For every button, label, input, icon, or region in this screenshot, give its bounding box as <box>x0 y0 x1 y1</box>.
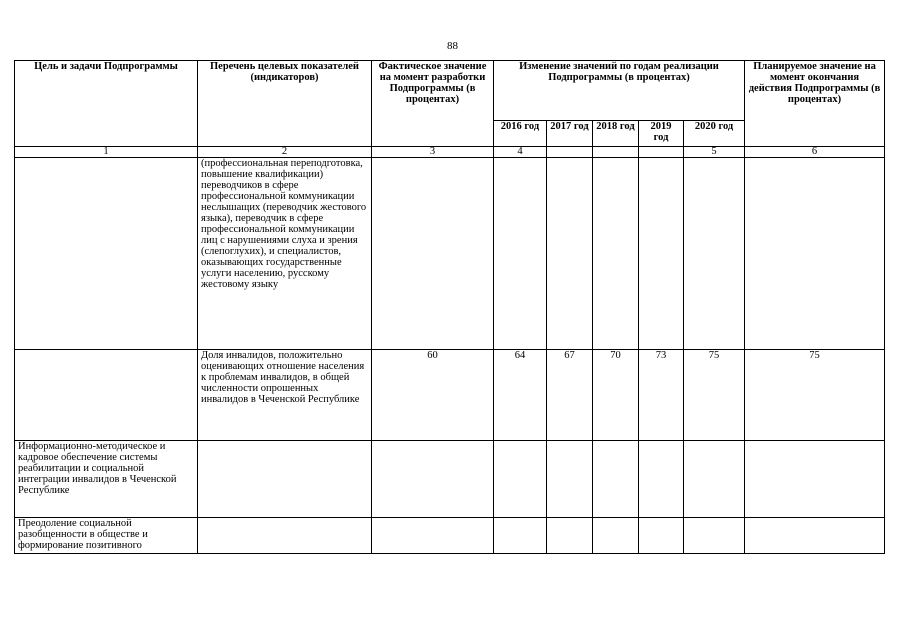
actual-value-cell <box>372 441 494 518</box>
header-planned-value: Планируемое значение на момент окончания действия Подпрограммы (в процентах) <box>745 61 885 147</box>
year-value-cell <box>494 158 547 350</box>
year-value-cell <box>593 158 639 350</box>
year-value-cell <box>593 441 639 518</box>
goal-cell: Преодоление социальной разобщенности в обществе и формирование позитивного <box>15 518 198 554</box>
goal-cell <box>15 158 198 350</box>
year-value-cell: 64 <box>494 350 547 441</box>
planned-value-cell <box>745 441 885 518</box>
actual-value-cell <box>372 518 494 554</box>
column-number: 2 <box>198 147 372 158</box>
year-value-cell: 75 <box>684 350 745 441</box>
header-year: 2019 год <box>639 121 684 147</box>
header-goal: Цель и задачи Подпрограммы <box>15 61 198 147</box>
year-value-cell <box>547 158 593 350</box>
header-change-by-years: Изменение значений по годам реализации Подпрограммы (в процентах) <box>494 61 745 121</box>
year-value-cell: 67 <box>547 350 593 441</box>
year-value-cell <box>639 441 684 518</box>
column-number: 4 <box>494 147 547 158</box>
actual-value-cell: 60 <box>372 350 494 441</box>
indicator-cell: Доля инвалидов, положительно оценивающих отношение населения к проблемам инвалидов, в общей численности опрошенных инвалидов в Чеченской Республике <box>198 350 372 441</box>
column-number-empty <box>639 147 684 158</box>
indicator-cell <box>198 441 372 518</box>
column-number-empty <box>593 147 639 158</box>
header-actual-value: Фактическое значение на момент разработки Подпрограммы (в процентах) <box>372 61 494 147</box>
table-row <box>15 441 885 518</box>
year-value-cell: 70 <box>593 350 639 441</box>
actual-value-cell <box>372 158 494 350</box>
header-indicators: Перечень целевых показателей (индикаторов) <box>198 61 372 147</box>
header-year: 2016 год <box>494 121 547 147</box>
year-value-cell <box>547 441 593 518</box>
page-number: 88 <box>447 40 458 52</box>
year-value-cell <box>494 518 547 554</box>
goal-cell <box>15 350 198 441</box>
planned-value-cell <box>745 158 885 350</box>
year-value-cell <box>494 441 547 518</box>
header-row <box>15 61 885 121</box>
year-value-cell <box>684 158 745 350</box>
header-year: 2020 год <box>684 121 745 147</box>
year-value-cell <box>639 158 684 350</box>
header-year: 2017 год <box>547 121 593 147</box>
year-value-cell <box>684 441 745 518</box>
indicator-cell <box>198 518 372 554</box>
column-number: 3 <box>372 147 494 158</box>
planned-value-cell <box>745 518 885 554</box>
goal-cell: Информационно-методическое и кадровое обеспечение системы реабилитации и социальной интеграции инвалидов в Чеченской Республике <box>15 441 198 518</box>
table-row <box>15 518 885 554</box>
table-row <box>15 350 885 441</box>
year-value-cell: 73 <box>639 350 684 441</box>
indicator-cell: (профессиональная переподготовка, повышение квалификации) переводчиков в сфере профессиональной коммуникации неслышащих (переводчик жестового языка), переводчик в сфере профессиональной коммуникации лиц с нарушениями слуха и зрения (слепоглухих), и специалистов, оказывающих государственные услуги населению, русскому жестовому языку <box>198 158 372 350</box>
year-value-cell <box>684 518 745 554</box>
column-number: 6 <box>745 147 885 158</box>
year-value-cell <box>593 518 639 554</box>
year-value-cell <box>547 518 593 554</box>
planned-value-cell: 75 <box>745 350 885 441</box>
table-row <box>15 158 885 350</box>
column-numbers-row <box>15 147 885 158</box>
column-number: 5 <box>684 147 745 158</box>
indicators-table <box>14 60 885 554</box>
header-year: 2018 год <box>593 121 639 147</box>
year-value-cell <box>639 518 684 554</box>
column-number-empty <box>547 147 593 158</box>
column-number: 1 <box>15 147 198 158</box>
